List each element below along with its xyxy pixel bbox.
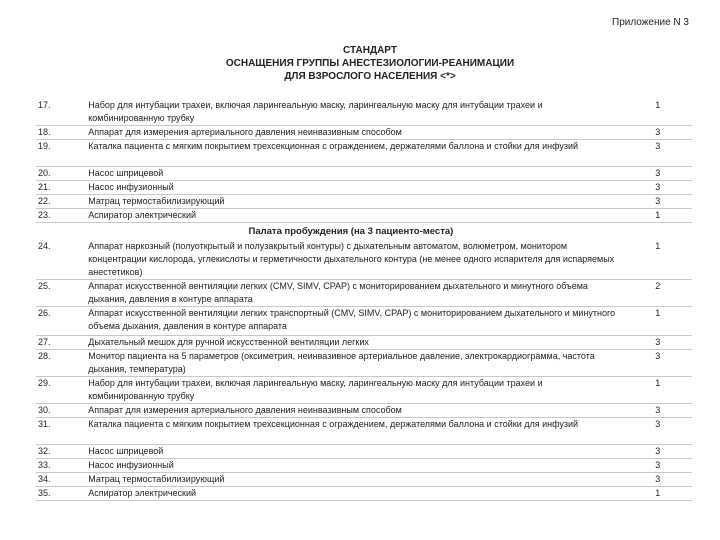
- row-description: Аспиратор электрический: [80, 487, 621, 501]
- row-quantity: 1: [622, 209, 692, 223]
- row-number: 31.: [36, 418, 80, 445]
- row-quantity: 1: [622, 99, 692, 126]
- row-description: Насос инфузионный: [80, 181, 621, 195]
- row-quantity: 3: [622, 140, 692, 167]
- table-row: [36, 126, 692, 140]
- table-row: [36, 377, 692, 404]
- row-description: Насос шприцевой: [80, 167, 621, 181]
- row-description: Матрац термостабилизирующий: [80, 195, 621, 209]
- row-number: 17.: [36, 99, 80, 126]
- table-row: [36, 487, 692, 501]
- row-quantity: 3: [622, 445, 692, 459]
- row-quantity: 1: [622, 307, 692, 336]
- table-row: [36, 140, 692, 167]
- row-quantity: 1: [622, 377, 692, 404]
- row-description: Аппарат для измерения артериального давления неинвазивным способом: [80, 126, 621, 140]
- row-number: 19.: [36, 140, 80, 167]
- row-description: Аппарат искусственной вентиляции легких транспортный (CMV, SIMV, CPAP) с мониторированием дыхательного и минутного объема дыхания, давления в контуре аппарата: [80, 307, 621, 336]
- row-quantity: 3: [622, 336, 692, 350]
- section-spacer: [36, 223, 80, 241]
- title-line-1: СТАНДАРТ: [343, 45, 397, 56]
- table-row: [36, 418, 692, 445]
- row-quantity: 3: [622, 473, 692, 487]
- table-row: [36, 240, 692, 280]
- row-quantity: 3: [622, 459, 692, 473]
- table-row: [36, 404, 692, 418]
- table-row: [36, 307, 692, 336]
- row-description: Монитор пациента на 5 параметров (оксиметрия, неинвазивное артериальное давление, электрокардиограмма, частота дыхания, температура): [80, 350, 621, 377]
- row-number: 33.: [36, 459, 80, 473]
- table-row: [36, 167, 692, 181]
- row-description: Аспиратор электрический: [80, 209, 621, 223]
- row-number: 35.: [36, 487, 80, 501]
- title-line-3: ДЛЯ ВЗРОСЛОГО НАСЕЛЕНИЯ <*>: [284, 71, 456, 82]
- table-row: [36, 459, 692, 473]
- row-quantity: 3: [622, 350, 692, 377]
- section-row: [36, 223, 692, 241]
- row-number: 34.: [36, 473, 80, 487]
- row-description: Насос шприцевой: [80, 445, 621, 459]
- table-row: [36, 336, 692, 350]
- row-description: Каталка пациента с мягким покрытием трехсекционная с ограждением, держателями баллона и стойки для инфузий: [80, 140, 621, 167]
- row-quantity: 2: [622, 280, 692, 307]
- row-description: Насос инфузионный: [80, 459, 621, 473]
- row-quantity: 3: [622, 418, 692, 445]
- row-quantity: 3: [622, 167, 692, 181]
- table-row: [36, 350, 692, 377]
- equipment-table: [36, 99, 692, 501]
- row-quantity: 3: [622, 195, 692, 209]
- table-row: [36, 181, 692, 195]
- row-number: 32.: [36, 445, 80, 459]
- row-number: 22.: [36, 195, 80, 209]
- row-description: Матрац термостабилизирующий: [80, 473, 621, 487]
- row-quantity: 3: [622, 404, 692, 418]
- table-row: [36, 99, 692, 126]
- row-quantity: 1: [622, 240, 692, 280]
- table-row: [36, 280, 692, 307]
- table-row: [36, 195, 692, 209]
- document-title: [0, 44, 720, 83]
- row-number: 27.: [36, 336, 80, 350]
- row-quantity: 1: [622, 487, 692, 501]
- table-row: [36, 445, 692, 459]
- row-description: Дыхательный мешок для ручной искусственной вентиляции легких: [80, 336, 621, 350]
- table-row: [36, 473, 692, 487]
- row-number: 23.: [36, 209, 80, 223]
- equipment-table-body: [36, 99, 692, 501]
- row-number: 20.: [36, 167, 80, 181]
- row-quantity: 3: [622, 181, 692, 195]
- row-quantity: 3: [622, 126, 692, 140]
- row-number: 26.: [36, 307, 80, 336]
- row-description: Набор для интубации трахеи, включая ларингеальную маску, ларингеальную маску для интубации трахеи и комбинированную трубку: [80, 99, 621, 126]
- row-number: 29.: [36, 377, 80, 404]
- row-number: 25.: [36, 280, 80, 307]
- section-spacer: [622, 223, 692, 241]
- row-number: 24.: [36, 240, 80, 280]
- row-number: 28.: [36, 350, 80, 377]
- title-line-2: ОСНАЩЕНИЯ ГРУППЫ АНЕСТЕЗИОЛОГИИ-РЕАНИМАЦИИ: [225, 58, 515, 69]
- table-row: [36, 209, 692, 223]
- row-description: Набор для интубации трахеи, включая ларингеальную маску, ларингеальную маску для интубации трахеи и комбинированную трубку: [80, 377, 621, 404]
- row-description: Аппарат искусственной вентиляции легких (CMV, SIMV, CPAP) с мониторированием дыхательного и минутного объема дыхания, давления в контуре аппарата: [80, 280, 621, 307]
- row-number: 30.: [36, 404, 80, 418]
- section-heading: Палата пробуждения (на 3 пациенто-места): [248, 226, 454, 237]
- row-number: 21.: [36, 181, 80, 195]
- appendix-label: Приложение N 3: [612, 17, 689, 28]
- row-number: 18.: [36, 126, 80, 140]
- row-description: Каталка пациента с мягким покрытием трехсекционная с ограждением, держателями баллона и стойки для инфузий: [80, 418, 621, 445]
- row-description: Аппарат наркозный (полуоткрытый и полузакрытый контуры) с дыхательным автоматом, волюметром, монитором концентрации кислорода, углекислоты и герметичности дыхательного контура (не менее одного испарителя для испаряемых анестетиков): [80, 240, 621, 280]
- row-description: Аппарат для измерения артериального давления неинвазивным способом: [80, 404, 621, 418]
